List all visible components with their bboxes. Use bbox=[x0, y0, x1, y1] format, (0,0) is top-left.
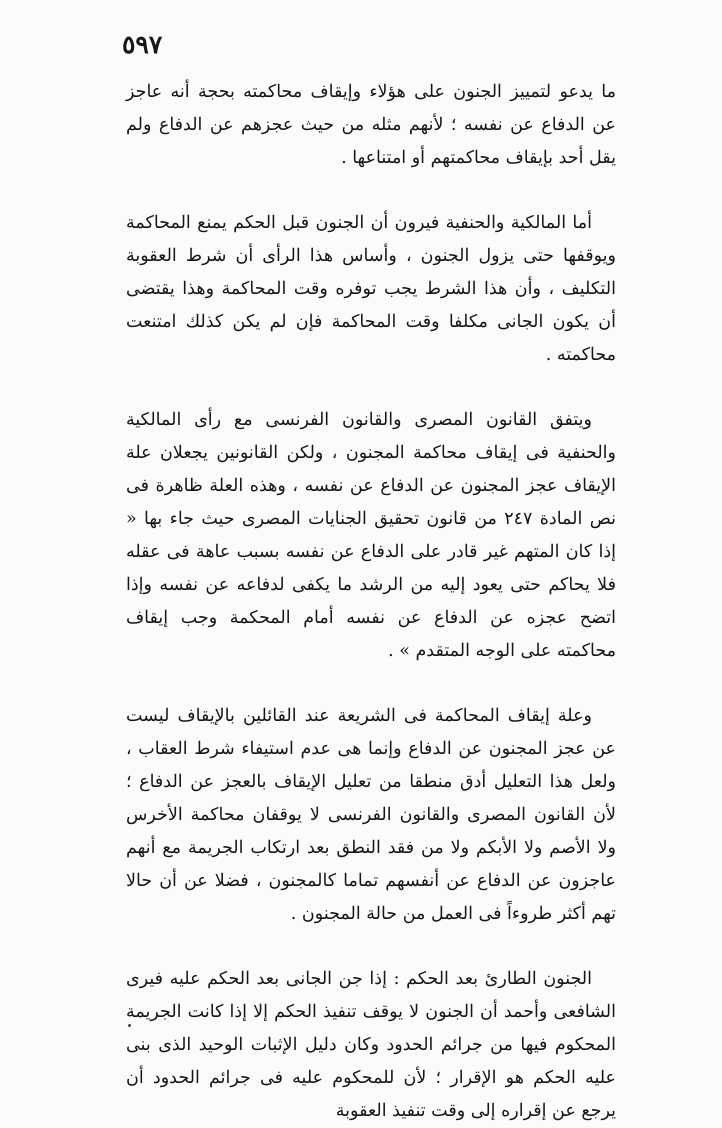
paragraph-2: أما المالكية والحنفية فيرون أن الجنون قبل الحكم يمنع المحاكمة ويوقفها حتى يزول الجنون ، وأساس هذا الرأى أن شرط العقوبة التكليف ، وأن هذا الشرط يجب توفره وقت المحاكمة وهذا يقتضى أن يكون الجانى مكلفا وقت المحاكمة فإن لم يكن كذلك امتنعت محاكمته . bbox=[126, 213, 616, 365]
paragraph-5: الجنون الطارئ بعد الحكم : إذا جن الجانى بعد الحكم عليه فيرى الشافعى وأحمد أن الجنون لا يوقف تنفيذ الحكم إلا إذا كانت الجريمة المحكوم فيها من جرائم الحدود وكان دليل الإثبات الوحيد الذى بنى عليه الحكم هو الإقرار ؛ لأن للمحكوم عليه فى جرائم الحدود أن يرجع عن إقراره إلى وقت تنفيذ العقوبة bbox=[126, 969, 616, 1121]
page-number: ٥٩٧ bbox=[122, 30, 163, 59]
paragraph-4: وعلة إيقاف المحاكمة فى الشريعة عند القائلين بالإيقاف ليست عن عجز المجنون عن الدفاع وإنما هى عدم استيفاء شرط العقاب ، ولعل هذا التعليل أدق منطقا من تعليل الإيقاف بالعجز عن الدفاع ؛ لأن القانون المصرى والقانون الفرنسى لا يوقفان محاكمة الأخرس ولا الأصم ولا الأبكم ولا من فقد النطق بعد ارتكاب الجريمة مع أنهم عاجزون عن الدفاع عن أنفسهم تماما كالمجنون ، فضلا عن أن حالا تهم أكثر طروءاً فى العمل من حالة المجنون . bbox=[126, 706, 616, 924]
paragraph-1: ما يدعو لتمييز الجنون على هؤلاء وإيقاف محاكمته بحجة أنه عاجز عن الدفاع عن نفسه ؛ لأنهم مثله من حيث عجزهم عن الدفاع ولم يقل أحد بإيقاف محاكمتهم أو امتناعها . bbox=[126, 82, 616, 168]
body-text bbox=[126, 76, 616, 1128]
paragraph-3: ويتفق القانون المصرى والقانون الفرنسى مع رأى المالكية والحنفية فى إيقاف محاكمة المجنون ، ولكن القانونين يجعلان علة الإيقاف عجز المجنون عن الدفاع عن نفسه ، وهذه العلة ظاهرة فى نص المادة ٢٤٧ من قانون تحقيق الجنايات المصرى حيث جاء بها « إذا كان المتهم غير قادر على الدفاع عن نفسه بسبب عاهة فى عقله فلا يحاكم حتى يعود إليه من الرشد ما يكفى لدفاعه عن نفسه وإذا اتضح عجزه عن الدفاع عن نفسه أمام المحكمة وجب إيقاف محاكمته على الوجه المتقدم » . bbox=[126, 410, 617, 661]
stray-mark bbox=[128, 1024, 131, 1027]
